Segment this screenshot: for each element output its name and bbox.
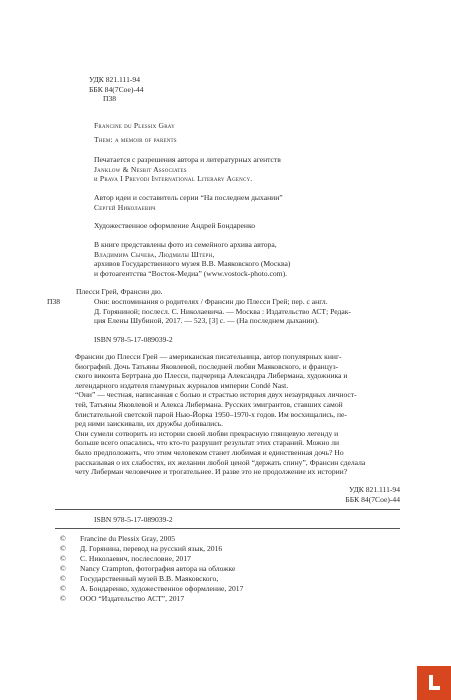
udk-bottom: УДК 821.111-94 — [349, 485, 400, 494]
isbn-bottom: ISBN 978-5-17-089039-2 — [94, 515, 173, 524]
l-logo-icon — [426, 674, 442, 692]
annotation-line-7: блистательной светской парой Нью-Йорка 1950–1970-х годов. Им восхищались, пе- — [75, 409, 347, 419]
original-edition — [94, 119, 177, 147]
series-block — [94, 193, 283, 212]
bib-code: П38 — [47, 297, 61, 306]
bib-record — [94, 297, 351, 326]
copyright-row — [60, 564, 235, 574]
copyright-text: А. Бондаренко, художественное оформление, 2017 — [80, 584, 244, 593]
photos-line-3: архивов Государственного музея В.В. Маяковского (Москва) — [94, 259, 291, 269]
copyright-text: ООО “Издательство АСТ”, 2017 — [80, 594, 185, 603]
copyright-symbol: © — [60, 534, 66, 543]
copyright-symbol: © — [60, 564, 66, 573]
bib-line-3: ция Елены Шубиной, 2017. — 523, [3] с. — (На последнем дыхании). — [94, 316, 319, 326]
copyright-row — [60, 594, 184, 604]
bib-author: Плесси Грей, Франсин дю. — [76, 287, 163, 296]
original-title: Them: a memoir of parents — [94, 135, 177, 144]
copyright-symbol: © — [60, 544, 66, 553]
annotation-line-4: легендарного издателя гламурных журналов империи Condé Nast. — [75, 380, 289, 390]
photos-line-1: В книге представлены фото из семейного архива автора, — [94, 240, 277, 249]
photos-line-4: и фотоагентства “Восток-Медиа” (www.vostock-photo.com). — [94, 268, 288, 278]
copyright-text: Nancy Crampton, фотография автора на обложке — [80, 564, 236, 573]
copyright-text: Государственный музей В.В. Маяковского, — [80, 574, 219, 583]
copyright-row — [60, 554, 191, 564]
bib-line-1: Они: воспоминания о родителях / Франсин дю Плесси Грей; пер. с англ. — [94, 297, 328, 306]
copyright-text: С. Николаевич, послесловие, 2017 — [80, 554, 191, 563]
original-author: Francine du Plessix Gray — [94, 121, 175, 130]
copyright-symbol: © — [60, 594, 66, 603]
rights-line-2: Janklow & Nesbit Associates — [94, 164, 187, 174]
rights-block — [94, 155, 281, 184]
photos-block — [94, 240, 290, 278]
annotation-line-1: Франсин дю Плесси Грей — американская писательница, автор популярных книг- — [75, 352, 342, 361]
design-line: Художественное оформление Андрей Бондаренко — [94, 221, 256, 230]
classification-bottom — [345, 485, 400, 504]
code-top: П38 — [103, 94, 117, 104]
annotation-line-3: ского виконта Бертрана дю Плесси, падчерица Александра Либермана, художника и — [75, 371, 348, 381]
divider-bottom — [55, 528, 400, 529]
copyright-symbol: © — [60, 554, 66, 563]
copyright-text: Francine du Plessix Gray, 2005 — [80, 534, 176, 543]
annotation-line-12: рассказывая о их слабостях, их желании любой ценой “держать спину”, Франсин сделала — [75, 457, 366, 467]
annotation-line-11: было предположить, что этим человеком станет любимая и единственная дочь? Но — [75, 447, 344, 457]
annotation-line-5: “Они” — честная, написанная с болью и страстью история двух незаурядных личност- — [75, 390, 357, 400]
udk-top: УДК 821.111-94 — [89, 75, 140, 84]
copyright-row — [60, 584, 243, 594]
copyright-row — [60, 534, 175, 544]
annotation-line-2: биографий. Дочь Татьяны Яковлевой, последней любви Маяковского, и француз- — [75, 361, 339, 371]
series-line-1: Автор идеи и составитель серии “На последнем дыхании” — [94, 193, 283, 202]
copyright-row — [60, 574, 218, 584]
annotation-line-6: тей, Татьяны Яковлевой и Алекса Либермана. Русских эмигрантов, ставших самой — [75, 399, 343, 409]
copyright-symbol: © — [60, 574, 66, 583]
series-editor: Сергей Николаевич — [94, 202, 156, 212]
bbk-top: ББК 84(7Сое)-44 — [89, 84, 144, 94]
rights-line-3: и Prava I Prevodi International Literary Agency. — [94, 174, 253, 184]
annotation-line-13: чету Либерман человечнее и трогательнее. И разве это не продолжение их истории? — [75, 467, 348, 477]
divider-top — [55, 509, 400, 510]
copyright-row — [60, 544, 222, 554]
design-block — [94, 221, 255, 231]
photos-line-2: Владимира Сычева, Людмилы Штерн, — [94, 249, 215, 259]
corner-logo — [417, 666, 451, 700]
classification-top — [89, 75, 144, 104]
annotation — [75, 352, 365, 477]
bbk-bottom: ББК 84(7Сое)-44 — [345, 494, 400, 504]
annotation-line-9: Они сумели сотворить из истории своей любви прекрасную глянцевую легенду и — [75, 428, 339, 438]
copyright-symbol: © — [60, 584, 66, 593]
annotation-line-8: ред ними заискивали, их дружбы добивались. — [75, 419, 223, 429]
rights-line-1: Печатается с разрешения автора и литературных агентств — [94, 155, 281, 164]
copyright-text: Д. Горянина, перевод на русский язык, 2016 — [80, 544, 223, 553]
isbn-mid: ISBN 978-5-17-089039-2 — [94, 335, 173, 344]
annotation-line-10: больше всего опасались, что кто-то разрушит результат этих стараний. Можно ли — [75, 438, 340, 448]
bib-line-2: Д. Горяниной; послесл. С. Николаевича. — Москва : Издательство АСТ; Редак- — [94, 306, 351, 316]
